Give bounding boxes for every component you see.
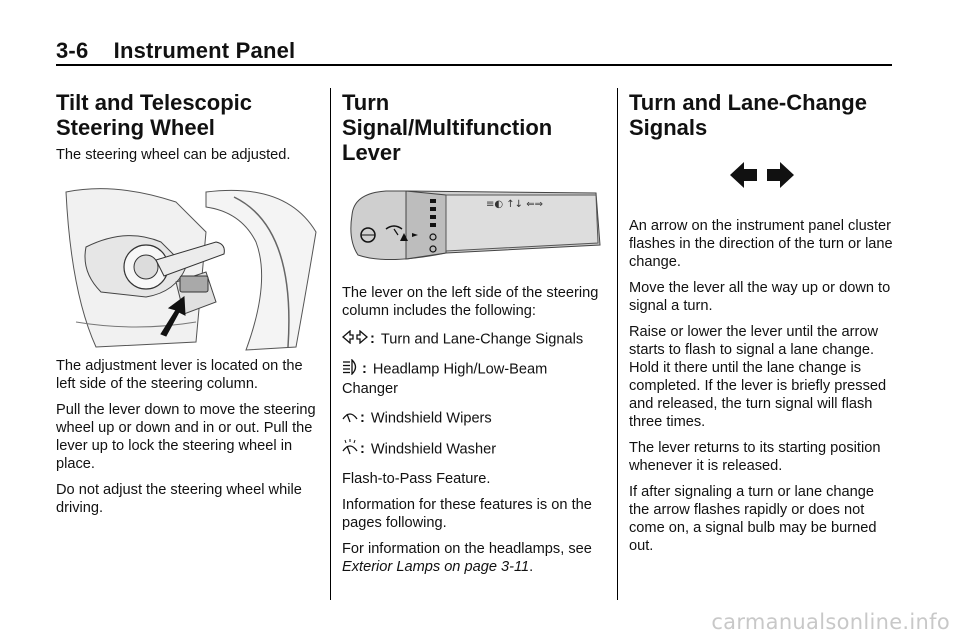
page-header bbox=[56, 38, 892, 66]
turn-signal-arrows-icon bbox=[342, 330, 368, 349]
paragraph: The lever on the left side of the steering column includes the following: bbox=[342, 285, 599, 319]
lever-feature-headlamp-beam: : Headlamp High/Low-Beam Changer bbox=[342, 359, 604, 398]
paragraph: Move the lever all the way up or down to signal a turn. bbox=[629, 280, 891, 314]
paragraph bbox=[342, 540, 604, 576]
paragraph: Pull the lever down to move the steering wheel up or down and in or out. Pull the lever up to lock the steering wheel in place. bbox=[56, 402, 316, 472]
page-header-title: 3-6 Instrument Panel bbox=[56, 38, 296, 63]
paragraph-text: For information on the headlamps, see bbox=[342, 541, 592, 557]
lever-feature-washer: : Windshield Washer bbox=[342, 439, 604, 460]
right-arrow-icon bbox=[765, 160, 795, 195]
paragraph: The adjustment lever is located on the left side of the steering column. bbox=[56, 358, 303, 392]
windshield-washer-icon bbox=[342, 439, 358, 460]
lever-feature-label: Turn and Lane-Change Signals bbox=[380, 331, 584, 348]
column-divider bbox=[617, 88, 618, 600]
section-lane-change-signals bbox=[629, 90, 895, 563]
paragraph: Information for these features is on the pages following. bbox=[342, 497, 592, 531]
paragraph: The lever returns to its starting position whenever it is released. bbox=[629, 440, 881, 474]
section-heading: Tilt and Telescopic Steering Wheel bbox=[56, 90, 253, 140]
lever-feature-label: Headlamp High/Low-Beam Changer bbox=[342, 361, 548, 397]
section-turn-signal-lever bbox=[342, 90, 604, 584]
turn-signal-indicator bbox=[629, 160, 895, 195]
paragraph-text: . bbox=[529, 559, 534, 575]
paragraph: Do not adjust the steering wheel while driving. bbox=[56, 482, 302, 516]
lever-feature-label: Windshield Wipers bbox=[370, 410, 492, 427]
windshield-wiper-icon bbox=[342, 408, 358, 429]
cross-reference-link[interactable]: Exterior Lamps on page 3-11 bbox=[342, 559, 530, 575]
paragraph: Flash-to-Pass Feature. bbox=[342, 471, 491, 487]
watermark: carmanualsonline.info bbox=[711, 610, 950, 634]
paragraph: If after signaling a turn or lane change the arrow flashes rapidly or does not come on, a signal bulb may be burned out. bbox=[629, 484, 877, 554]
section-heading: Turn and Lane-Change Signals bbox=[629, 90, 867, 140]
svg-text:≡◐ ↑↓ ⇐⇒: ≡◐ ↑↓ ⇐⇒ bbox=[486, 199, 543, 210]
paragraph: Raise or lower the lever until the arrow starts to flash to signal a lane change. Hold it there until the lane change is completed. If the lever is briefly pressed and released, the turn signal will flash three times. bbox=[629, 324, 887, 430]
multifunction-lever-illustration bbox=[346, 185, 604, 270]
steering-column-illustration bbox=[56, 172, 322, 357]
left-arrow-icon bbox=[729, 160, 759, 195]
lever-feature-label: Windshield Washer bbox=[370, 441, 497, 458]
lever-feature-turn-signals: : Turn and Lane-Change Signals bbox=[342, 330, 604, 349]
column-divider bbox=[330, 88, 331, 600]
lever-feature-wipers: : Windshield Wipers bbox=[342, 408, 604, 429]
section-heading: Turn Signal/Multifunction Lever bbox=[342, 90, 553, 165]
headlamp-beam-icon bbox=[342, 359, 360, 380]
paragraph: The steering wheel can be adjusted. bbox=[56, 147, 291, 163]
paragraph: An arrow on the instrument panel cluster flashes in the direction of the turn or lane change. bbox=[629, 218, 893, 270]
section-tilt-steering bbox=[56, 90, 322, 525]
